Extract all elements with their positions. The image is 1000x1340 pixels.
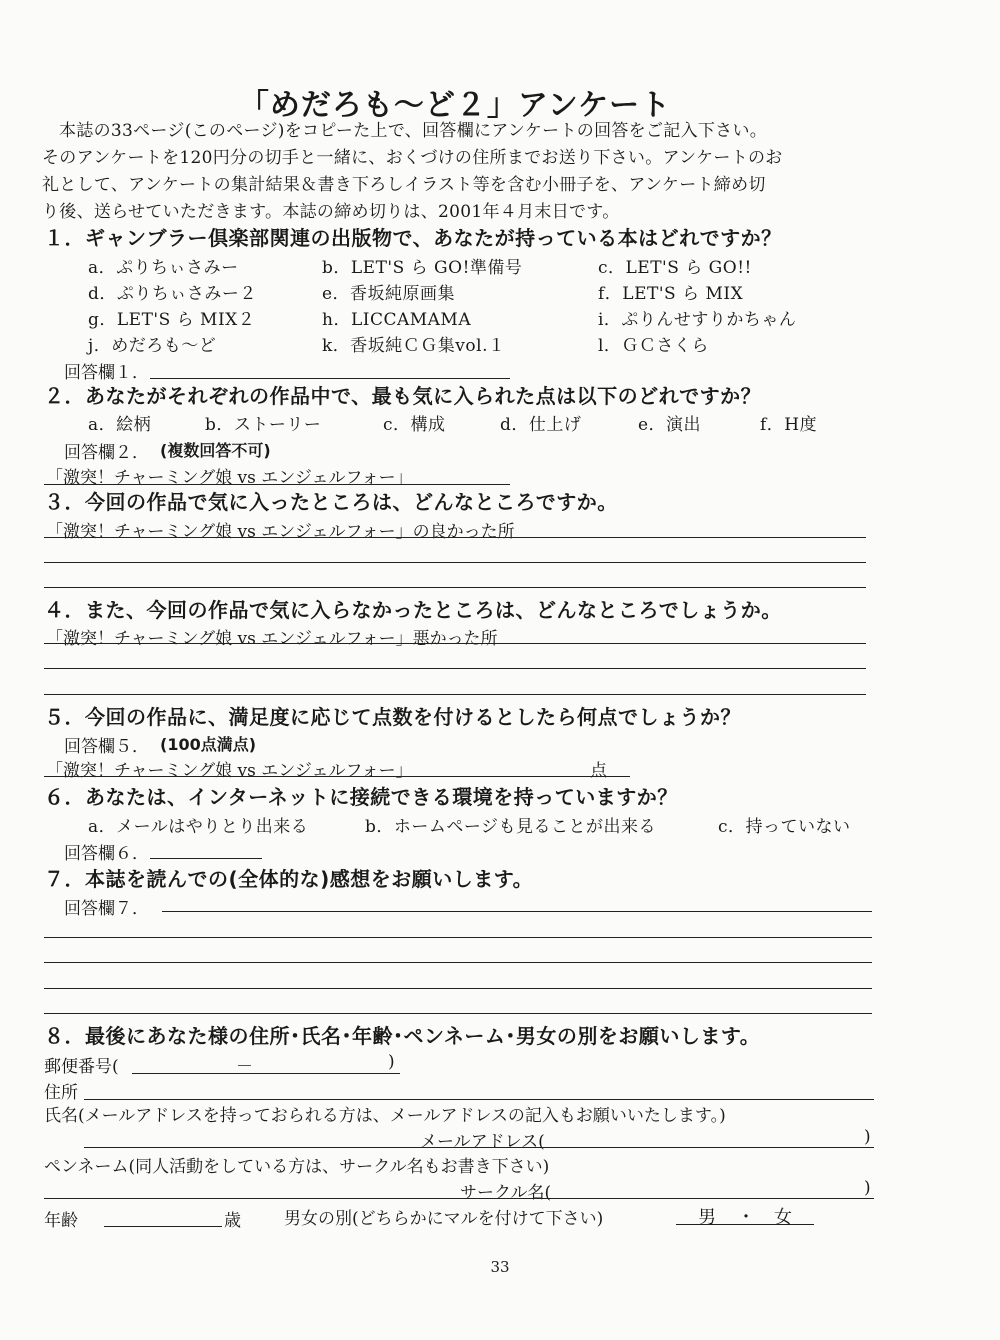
q1-option-i: i．ぷりんせすりかちゃん bbox=[598, 310, 797, 330]
name-label: 氏名(メールアドレスを持っておられる方は、メールアドレスの記入もお願いいたします。) bbox=[44, 1106, 726, 1126]
q2-answer-line[interactable] bbox=[44, 484, 510, 485]
q1-option-l: l．ＧＣさくら bbox=[598, 336, 709, 356]
circle-close: ) bbox=[864, 1178, 871, 1198]
q1-option-c: c．LET'S ら GO!! bbox=[598, 258, 752, 278]
q1-option-h: h．LICCAMAMA bbox=[322, 310, 472, 330]
page-title: 「めだろも〜ど２」アンケート bbox=[238, 88, 672, 123]
gender-male[interactable]: 男 bbox=[698, 1207, 716, 1228]
question-7: ７．本誌を読んでの(全体的な)感想をお願いします。 bbox=[44, 867, 534, 891]
gender-separator: ・ bbox=[737, 1207, 755, 1228]
age-unit: 歳 bbox=[224, 1211, 241, 1231]
address-line[interactable] bbox=[84, 1099, 874, 1100]
q4-answer-line-2[interactable] bbox=[44, 668, 866, 669]
q6-answer-label: 回答欄６． bbox=[64, 844, 149, 864]
intro-line-2: そのアンケートを120円分の切手と一緒に、おくづけの住所までお送り下さい。アンケートのお bbox=[42, 148, 783, 168]
age-label: 年齢 bbox=[44, 1211, 78, 1231]
q6-option-c: c．持っていない bbox=[718, 817, 851, 837]
q1-answer-label: 回答欄１． bbox=[64, 363, 149, 383]
q1-option-g: g．LET'S ら MIX２ bbox=[88, 310, 256, 330]
name-email-line[interactable] bbox=[84, 1147, 874, 1148]
question-3: ３．今回の作品で気に入ったところは、どんなところですか。 bbox=[44, 490, 618, 514]
q7-answer-line-4[interactable] bbox=[44, 988, 872, 989]
q5-answer-label: 回答欄５． bbox=[64, 737, 149, 757]
q2-answer-label: 回答欄２． bbox=[64, 443, 149, 463]
q7-answer-line-2[interactable] bbox=[44, 937, 872, 938]
q5-note: (100点満点) bbox=[160, 735, 257, 754]
q2-option-d: d．仕上げ bbox=[500, 415, 582, 435]
q1-option-d: d．ぷりちぃさみー２ bbox=[88, 284, 257, 304]
q2-work-title: 「激突！チャーミング娘 vs エンジェルフォー」 bbox=[46, 468, 413, 488]
question-2: ２．あなたがそれぞれの作品中で、最も気に入られた点は以下のどれですか？ bbox=[44, 384, 762, 408]
q2-option-c: c．構成 bbox=[383, 415, 446, 435]
postal-code-line[interactable] bbox=[132, 1073, 400, 1074]
email-close: ) bbox=[864, 1127, 871, 1147]
q2-option-f: f．H度 bbox=[760, 415, 818, 435]
q7-answer-line-3[interactable] bbox=[44, 962, 872, 963]
page-number: 33 bbox=[490, 1258, 510, 1276]
intro-line-3: 礼として、アンケートの集計結果＆書き下ろしイラスト等を含む小冊子を、アンケート締め切 bbox=[42, 175, 766, 195]
question-1: １．ギャンブラー倶楽部関連の出版物で、あなたが持っている本はどれですか？ bbox=[44, 226, 782, 250]
q1-option-e: e．香坂純原画集 bbox=[322, 284, 456, 304]
intro-line-1: 本誌の33ページ(このページ)をコピーた上で、回答欄にアンケートの回答をご記入下さい。 bbox=[59, 121, 768, 141]
q6-option-a: a．メールはやりとり出来る bbox=[88, 817, 309, 837]
q7-answer-line-5[interactable] bbox=[44, 1013, 872, 1014]
gender-label: 男女の別(どちらかにマルを付けて下さい) bbox=[284, 1209, 604, 1229]
age-line[interactable] bbox=[104, 1226, 222, 1227]
q3-prompt: 「激突！チャーミング娘 vs エンジェルフォー」の良かった所 bbox=[46, 522, 515, 542]
q2-note: (複数回答不可) bbox=[160, 441, 271, 460]
penname-circle-line[interactable] bbox=[44, 1198, 874, 1199]
q3-answer-line-3[interactable] bbox=[44, 587, 866, 588]
question-8: ８．最後にあなた様の住所･氏名･年齢･ペンネーム･男女の別をお願いします。 bbox=[44, 1024, 761, 1048]
q2-option-b: b．ストーリー bbox=[205, 415, 322, 435]
q3-answer-line-1[interactable] bbox=[44, 537, 866, 538]
gender-female[interactable]: 女 bbox=[774, 1207, 792, 1228]
q4-prompt: 「激突！チャーミング娘 vs エンジェルフォー」悪かった所 bbox=[46, 629, 498, 649]
penname-label: ペンネーム(同人活動をしている方は、サークル名もお書き下さい) bbox=[44, 1157, 550, 1177]
q2-option-e: e．演出 bbox=[638, 415, 702, 435]
circle-label: サークル名( bbox=[460, 1183, 552, 1203]
q5-answer-line[interactable] bbox=[44, 776, 630, 777]
q2-option-a: a．絵柄 bbox=[88, 415, 152, 435]
question-6: ６．あなたは、インターネットに接続できる環境を持っていますか？ bbox=[44, 785, 678, 809]
email-label: メールアドレス( bbox=[420, 1132, 545, 1152]
q7-answer-line-1[interactable] bbox=[162, 911, 872, 912]
q7-answer-label: 回答欄７． bbox=[64, 899, 149, 919]
q1-option-a: a．ぷりちぃさみー bbox=[88, 258, 239, 278]
postal-code-close: ) bbox=[388, 1052, 395, 1072]
q1-option-b: b．LET'S ら GO!準備号 bbox=[322, 258, 523, 278]
q1-option-j: j．めだろも〜ど bbox=[88, 336, 217, 356]
intro-line-4: り後、送らせていただきます。本誌の締め切りは、2001年４月末日です。 bbox=[42, 202, 620, 222]
q4-answer-line-3[interactable] bbox=[44, 694, 866, 695]
q3-answer-line-2[interactable] bbox=[44, 562, 866, 563]
q1-option-f: f．LET'S ら MIX bbox=[598, 284, 744, 304]
q4-answer-line-1[interactable] bbox=[44, 643, 866, 644]
postal-code-label: 郵便番号( bbox=[44, 1057, 119, 1077]
q6-option-b: b．ホームページも見ることが出来る bbox=[365, 817, 657, 837]
question-5: ５．今回の作品に、満足度に応じて点数を付けるとしたら何点でしょうか？ bbox=[44, 705, 741, 729]
q5-score-unit: 点 bbox=[590, 761, 607, 781]
q1-answer-line[interactable] bbox=[150, 378, 510, 379]
q5-work-title: 「激突！チャーミング娘 vs エンジェルフォー」 bbox=[46, 761, 413, 781]
gender-line[interactable] bbox=[676, 1224, 814, 1225]
postal-code-dash: － bbox=[236, 1057, 253, 1077]
intro-paragraph bbox=[42, 118, 872, 226]
q1-option-k: k．香坂純ＣＧ集vol.１ bbox=[322, 336, 506, 356]
q6-answer-line[interactable] bbox=[150, 858, 262, 859]
address-label: 住所 bbox=[44, 1083, 78, 1103]
question-4: ４．また、今回の作品で気に入らなかったところは、どんなところでしょうか。 bbox=[44, 598, 782, 622]
